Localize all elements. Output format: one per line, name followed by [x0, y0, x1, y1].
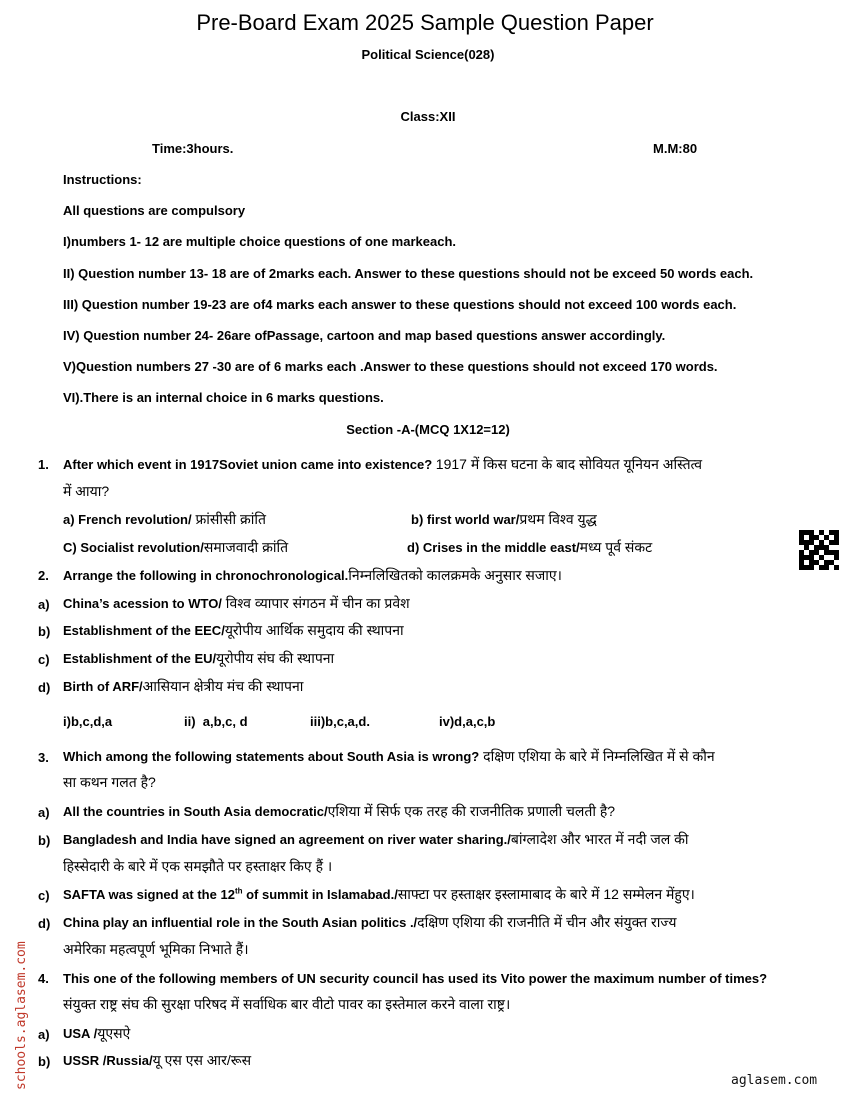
q3-option-b: Bangladesh and India have signed an agreement on river water sharing./बांग्लादेश और भारत में नदी जल की: [63, 831, 689, 847]
item-label: a): [38, 597, 50, 612]
option-d: d) Crises in the middle east/मध्य पूर्व संकट: [407, 539, 653, 555]
question-3-text-hi-cont: सा कथन गलत है?: [63, 774, 156, 790]
q3-option-d: China play an influential role in the South Asian politics ./दक्षिण एशिया की राजनीति में चीन और संयुक्त राज्य: [63, 914, 677, 930]
question-number: 4.: [38, 971, 49, 986]
q3-option-c: SAFTA was signed at the 12th of summit in Islamabad./साफ्टा पर हस्ताक्षर इस्लामाबाद के बारे में 12 सम्मेलन मेंहुए।: [63, 886, 695, 902]
item-label: d): [38, 680, 51, 695]
question-number: 3.: [38, 750, 49, 765]
section-title: Section -A-(MCQ 1X12=12): [346, 422, 510, 437]
instruction-line: III) Question number 19-23 are of4 marks each answer to these questions should not exceed 100 words each.: [63, 297, 737, 312]
instruction-line: IV) Question number 24- 26are ofPassage, cartoon and map based questions answer accordingly.: [63, 328, 666, 343]
qr-code: [799, 530, 839, 570]
q4-option-a: USA /यूएसऐ: [63, 1025, 131, 1041]
q4-option-b: USSR /Russia/यू एस एस आर/रूस: [63, 1052, 252, 1068]
q2-answer-iii: iii)b,c,a,d.: [310, 714, 370, 729]
option-a: a) French revolution/ फ्रांसीसी क्रांति: [63, 511, 266, 527]
option-c: C) Socialist revolution/समाजवादी क्रांति: [63, 539, 289, 555]
q2-item-c: Establishment of the EU/यूरोपीय संघ की स्थापना: [63, 650, 335, 666]
time-line: Time:3hours.: [152, 141, 234, 156]
question-number: 1.: [38, 457, 49, 472]
question-1-text-en: After which event in 1917Soviet union came into existence?: [63, 457, 433, 472]
instructions-heading: Instructions:: [63, 172, 142, 187]
item-label: b): [38, 833, 51, 848]
site-watermark: aglasem.com: [731, 1073, 818, 1088]
q2-item-a: China’s acession to WTO/ विश्व व्यापार संगठन में चीन का प्रवेश: [63, 595, 410, 611]
q3-option-d-cont: अमेरिका महत्वपूर्ण भूमिका निभाते हैं।: [63, 941, 249, 957]
item-label: b): [38, 624, 51, 639]
question-1-text-hi: 1917 में किस घटना के बाद सोवियत यूनियन अस्तित्व: [435, 456, 703, 472]
instruction-line: V)Question numbers 27 -30 are of 6 marks each .Answer to these questions should not exceed 170 words.: [63, 359, 718, 374]
q2-item-d: Birth of ARF/आसियान क्षेत्रीय मंच की स्थापना: [63, 678, 304, 694]
instruction-line: VI).There is an internal choice in 6 marks questions.: [63, 390, 384, 405]
q2-answer-i: i)b,c,d,a: [63, 714, 113, 729]
instruction-line: I)numbers 1- 12 are multiple choice questions of one markeach.: [63, 234, 457, 249]
paper-title: Pre-Board Exam 2025 Sample Question Paper: [196, 10, 654, 35]
question-4-text: This one of the following members of UN security council has used its Vito power the maximum number of times?: [63, 971, 768, 986]
item-label: a): [38, 805, 50, 820]
instruction-line: All questions are compulsory: [63, 203, 246, 218]
subject-line: Political Science(028): [361, 47, 495, 62]
question-1-text: [63, 455, 702, 474]
question-4-text-hi: संयुक्त राष्ट्र संघ की सुरक्षा परिषद में सर्वाधिक बार वीटो पावर का इस्तेमाल करने वाला राष्ट्र।: [63, 996, 511, 1012]
item-label: b): [38, 1054, 51, 1069]
question-number: 2.: [38, 568, 49, 583]
item-label: d): [38, 916, 51, 931]
question-2-text: Arrange the following in chronochronological.निम्नलिखितको कालक्रमके अनुसार सजाए।: [63, 567, 562, 583]
q3-option-b-cont: हिस्सेदारी के बारे में एक समझौते पर हस्ताक्षर किए हैं ।: [63, 858, 333, 874]
q2-answer-iv: iv)d,a,c,b: [439, 714, 496, 729]
q2-answer-ii: ii) a,b,c, d: [184, 714, 248, 729]
q2-item-b: Establishment of the EEC/यूरोपीय आर्थिक समुदाय की स्थापना: [63, 622, 404, 638]
item-label: a): [38, 1027, 50, 1042]
max-marks: M.M:80: [653, 141, 698, 156]
question-1-text-hi-cont: में आया?: [63, 483, 110, 499]
class-line: Class:XII: [400, 109, 456, 124]
q3-option-a: All the countries in South Asia democratic/एशिया में सिर्फ एक तरह की राजनीतिक प्रणाली चलती है?: [63, 803, 616, 819]
item-label: c): [38, 888, 50, 903]
item-label: c): [38, 652, 50, 667]
instruction-line: II) Question number 13- 18 are of 2marks each. Answer to these questions should not be exceed 50 words each.: [63, 266, 754, 281]
question-3-text: Which among the following statements about South Asia is wrong? दक्षिण एशिया के बारे में निम्नलिखित में से कौन: [63, 748, 715, 764]
option-b: b) first world war/प्रथम विश्व युद्ध: [411, 511, 597, 527]
side-watermark: schools.aglasem.com: [14, 941, 29, 1090]
